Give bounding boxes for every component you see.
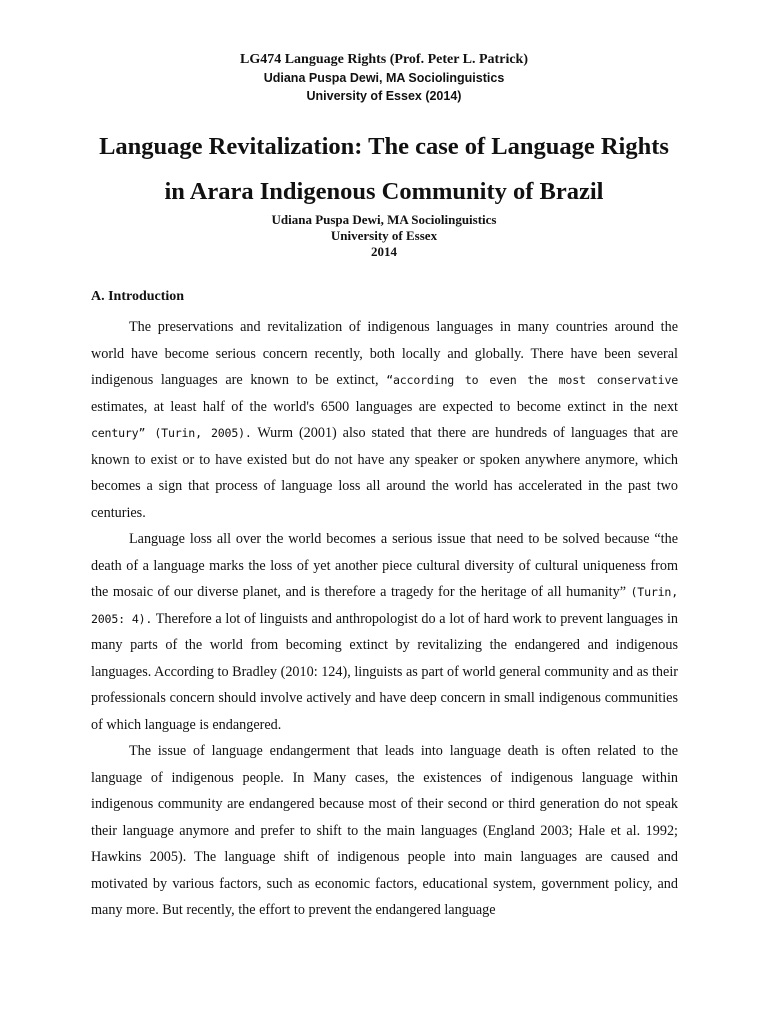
paper-title [60, 124, 708, 214]
paragraph-3: The issue of language endangerment that leads into language death is often related to the language of indigenous people. In Many cases, the existences of indigenous language within indigenous community are endangered because most of their second or third generation do not speak their language anymore and prefer to shift to the main languages (England 2003; Hale et al. 1992; Hawkins 2005). The language shift of indigenous people into main languages are caused and motivated by various factors, such as economic factors, educational system, government policy, and many more. But recently, the effort to prevent the endangered language [91, 743, 678, 918]
paragraph-1-text-b: estimates, at least half of the world's 6500 languages are expected to become extinct in the next [91, 398, 678, 415]
byline-year: 2014 [371, 244, 397, 259]
document-header [0, 50, 768, 105]
body-text [91, 314, 678, 924]
paragraph-1-quote: “according to even the most conservative [386, 373, 679, 387]
paragraph-2-text-b: Therefore a lot of linguists and anthropologist do a lot of hard work to prevent languages in many parts of the world from becoming extinct by revitalizing the endangered and indigenous languages. According to Bradley (2010: 124), linguists as part of world general community and as their professionals concern should involve actively and have deep concern in small indigenous communities of which language is endangered. [91, 610, 678, 733]
paragraph-1-text-c: Wurm (2001) also stated that there are hundreds of languages that are known to exist or to have existed but do not have any speaker or spoken anywhere anymore, which becomes a sign that process of language loss all around the world has accelerated in the past two centuries. [91, 425, 678, 521]
paragraph-2 [91, 526, 678, 738]
course-line: LG474 Language Rights (Prof. Peter L. Patrick) [239, 52, 528, 67]
paragraph-1 [91, 314, 678, 526]
byline [0, 212, 768, 260]
header-author-line: Udiana Puspa Dewi, MA Sociolinguistics [263, 71, 505, 85]
paragraph-2-citation: (Turin, 2005: 4). [91, 585, 678, 626]
byline-author: Udiana Puspa Dewi, MA Sociolinguistics [271, 212, 497, 227]
byline-university: University of Essex [330, 228, 438, 243]
paragraph-2-text-a: Language loss all over the world becomes a serious issue that need to be solved because “the death of a language marks the loss of yet another piece cultural diversity of cultural uniqueness from the mosaic of our diverse planet, and is therefore a tragedy for the heritage of all humanity” [91, 531, 678, 600]
header-institution-line: University of Essex (2014) [306, 89, 462, 103]
paragraph-1-citation: century” (Turin, 2005). [91, 426, 252, 440]
title-line-2: in Arara Indigenous Community of Brazil [164, 178, 604, 205]
section-heading-introduction: A. Introduction [91, 289, 185, 304]
title-line-1: Language Revitalization: The case of Language Rights [99, 133, 669, 160]
paragraph-1-text-a: The preservations and revitalization of indigenous languages in many countries around the world have become serious concern recently, both locally and globally. There have been several indigenous languages are known to be extinct, [91, 319, 678, 388]
